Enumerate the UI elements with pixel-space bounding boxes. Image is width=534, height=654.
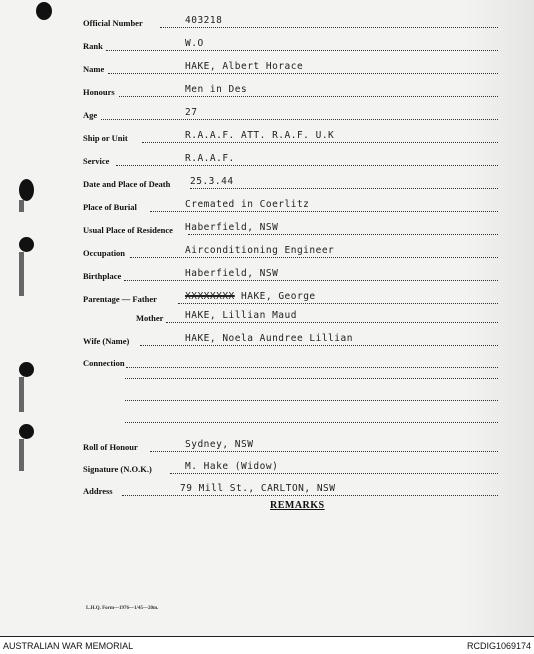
- field-signature: [0, 456, 534, 478]
- field-occupation: [0, 240, 534, 262]
- field-value: R.A.A.F.: [185, 153, 235, 164]
- blank-line: [125, 378, 498, 379]
- field-line: [178, 303, 498, 304]
- field-roll-of-honour: [0, 434, 534, 456]
- field-service: [0, 148, 534, 170]
- struck-out-text: XXXXXXXX: [185, 291, 235, 302]
- field-ship-or-unit: [0, 125, 534, 147]
- blank-line: [125, 422, 498, 423]
- field-mother: [0, 305, 534, 327]
- field-label: Wife (Name): [83, 336, 130, 346]
- field-label: Ship or Unit: [83, 133, 128, 143]
- field-label: Date and Place of Death: [83, 179, 171, 189]
- field-line: [188, 234, 498, 235]
- field-line: [150, 211, 498, 212]
- field-line: [170, 473, 498, 474]
- field-value: HAKE, Albert Horace: [185, 61, 304, 72]
- field-label: Rank: [83, 41, 103, 51]
- field-line: [108, 73, 498, 74]
- field-label: Honours: [83, 87, 115, 97]
- field-line: [106, 50, 498, 51]
- punch-hole-trace: [19, 377, 24, 412]
- field-line: [142, 142, 498, 143]
- field-value: 25.3.44: [190, 176, 234, 187]
- field-line: [101, 119, 498, 120]
- field-wife: [0, 328, 534, 350]
- field-connection: [0, 350, 534, 372]
- field-line: [160, 27, 498, 28]
- field-line: [130, 257, 498, 258]
- field-label: Occupation: [83, 248, 126, 258]
- field-official-number: [0, 10, 534, 32]
- field-value: HAKE, Noela Aundree Lillian: [185, 333, 353, 344]
- field-line: [119, 96, 498, 97]
- field-line: [126, 367, 498, 368]
- field-label: Mother: [136, 313, 164, 323]
- field-line: [150, 451, 498, 452]
- field-label: Roll of Honour: [83, 442, 138, 452]
- field-value: R.A.A.F. ATT. R.A.F. U.K: [185, 130, 335, 141]
- field-value: Airconditioning Engineer: [185, 245, 335, 256]
- field-value: Haberfield, NSW: [185, 222, 279, 233]
- field-label: Age: [83, 110, 98, 120]
- page-divider: [0, 636, 534, 637]
- field-value: 27: [185, 107, 198, 118]
- blank-line: [125, 400, 498, 401]
- remarks-heading: REMARKS: [270, 500, 325, 511]
- footer-record-id: RCDIG1069174: [466, 641, 531, 651]
- field-value: Men in Des: [185, 84, 248, 95]
- field-rank: [0, 33, 534, 55]
- field-label: Place of Burial: [83, 202, 137, 212]
- field-label: Address: [83, 486, 113, 496]
- field-date-place-of-death: [0, 171, 534, 193]
- field-label: Name: [83, 64, 105, 74]
- field-label: Official Number: [83, 18, 143, 28]
- field-value: Haberfield, NSW: [185, 268, 279, 279]
- field-value: [185, 291, 316, 302]
- field-line: [166, 322, 498, 323]
- field-line: [122, 495, 498, 496]
- form-footnote: L.H.Q. Form—1976—1/45—20m.: [86, 606, 159, 611]
- field-label: Usual Place of Residence: [83, 225, 173, 235]
- field-value: Cremated in Coerlitz: [185, 199, 310, 210]
- field-label: Connection: [83, 358, 125, 368]
- field-label: Service: [83, 156, 110, 166]
- field-line: [190, 188, 498, 189]
- field-place-of-burial: [0, 194, 534, 216]
- field-value: 79 Mill St., CARLTON, NSW: [180, 483, 336, 494]
- field-birthplace: [0, 263, 534, 285]
- field-line: [116, 165, 498, 166]
- field-value-text: HAKE, George: [241, 291, 316, 302]
- field-value: M. Hake (Widow): [185, 461, 279, 472]
- field-usual-residence: [0, 217, 534, 239]
- field-line: [140, 345, 498, 346]
- field-address: [0, 478, 534, 500]
- field-label: Birthplace: [83, 271, 122, 281]
- field-value: HAKE, Lillian Maud: [185, 310, 297, 321]
- footer-source: AUSTRALIAN WAR MEMORIAL: [3, 641, 134, 651]
- field-value: W.O: [185, 38, 204, 49]
- field-value: 403218: [185, 15, 223, 26]
- field-age: [0, 102, 534, 124]
- field-label: Signature (N.O.K.): [83, 464, 152, 474]
- field-label: Parentage — Father: [83, 294, 157, 304]
- field-value: Sydney, NSW: [185, 439, 254, 450]
- field-honours: [0, 79, 534, 101]
- field-line: [124, 280, 498, 281]
- field-name: [0, 56, 534, 78]
